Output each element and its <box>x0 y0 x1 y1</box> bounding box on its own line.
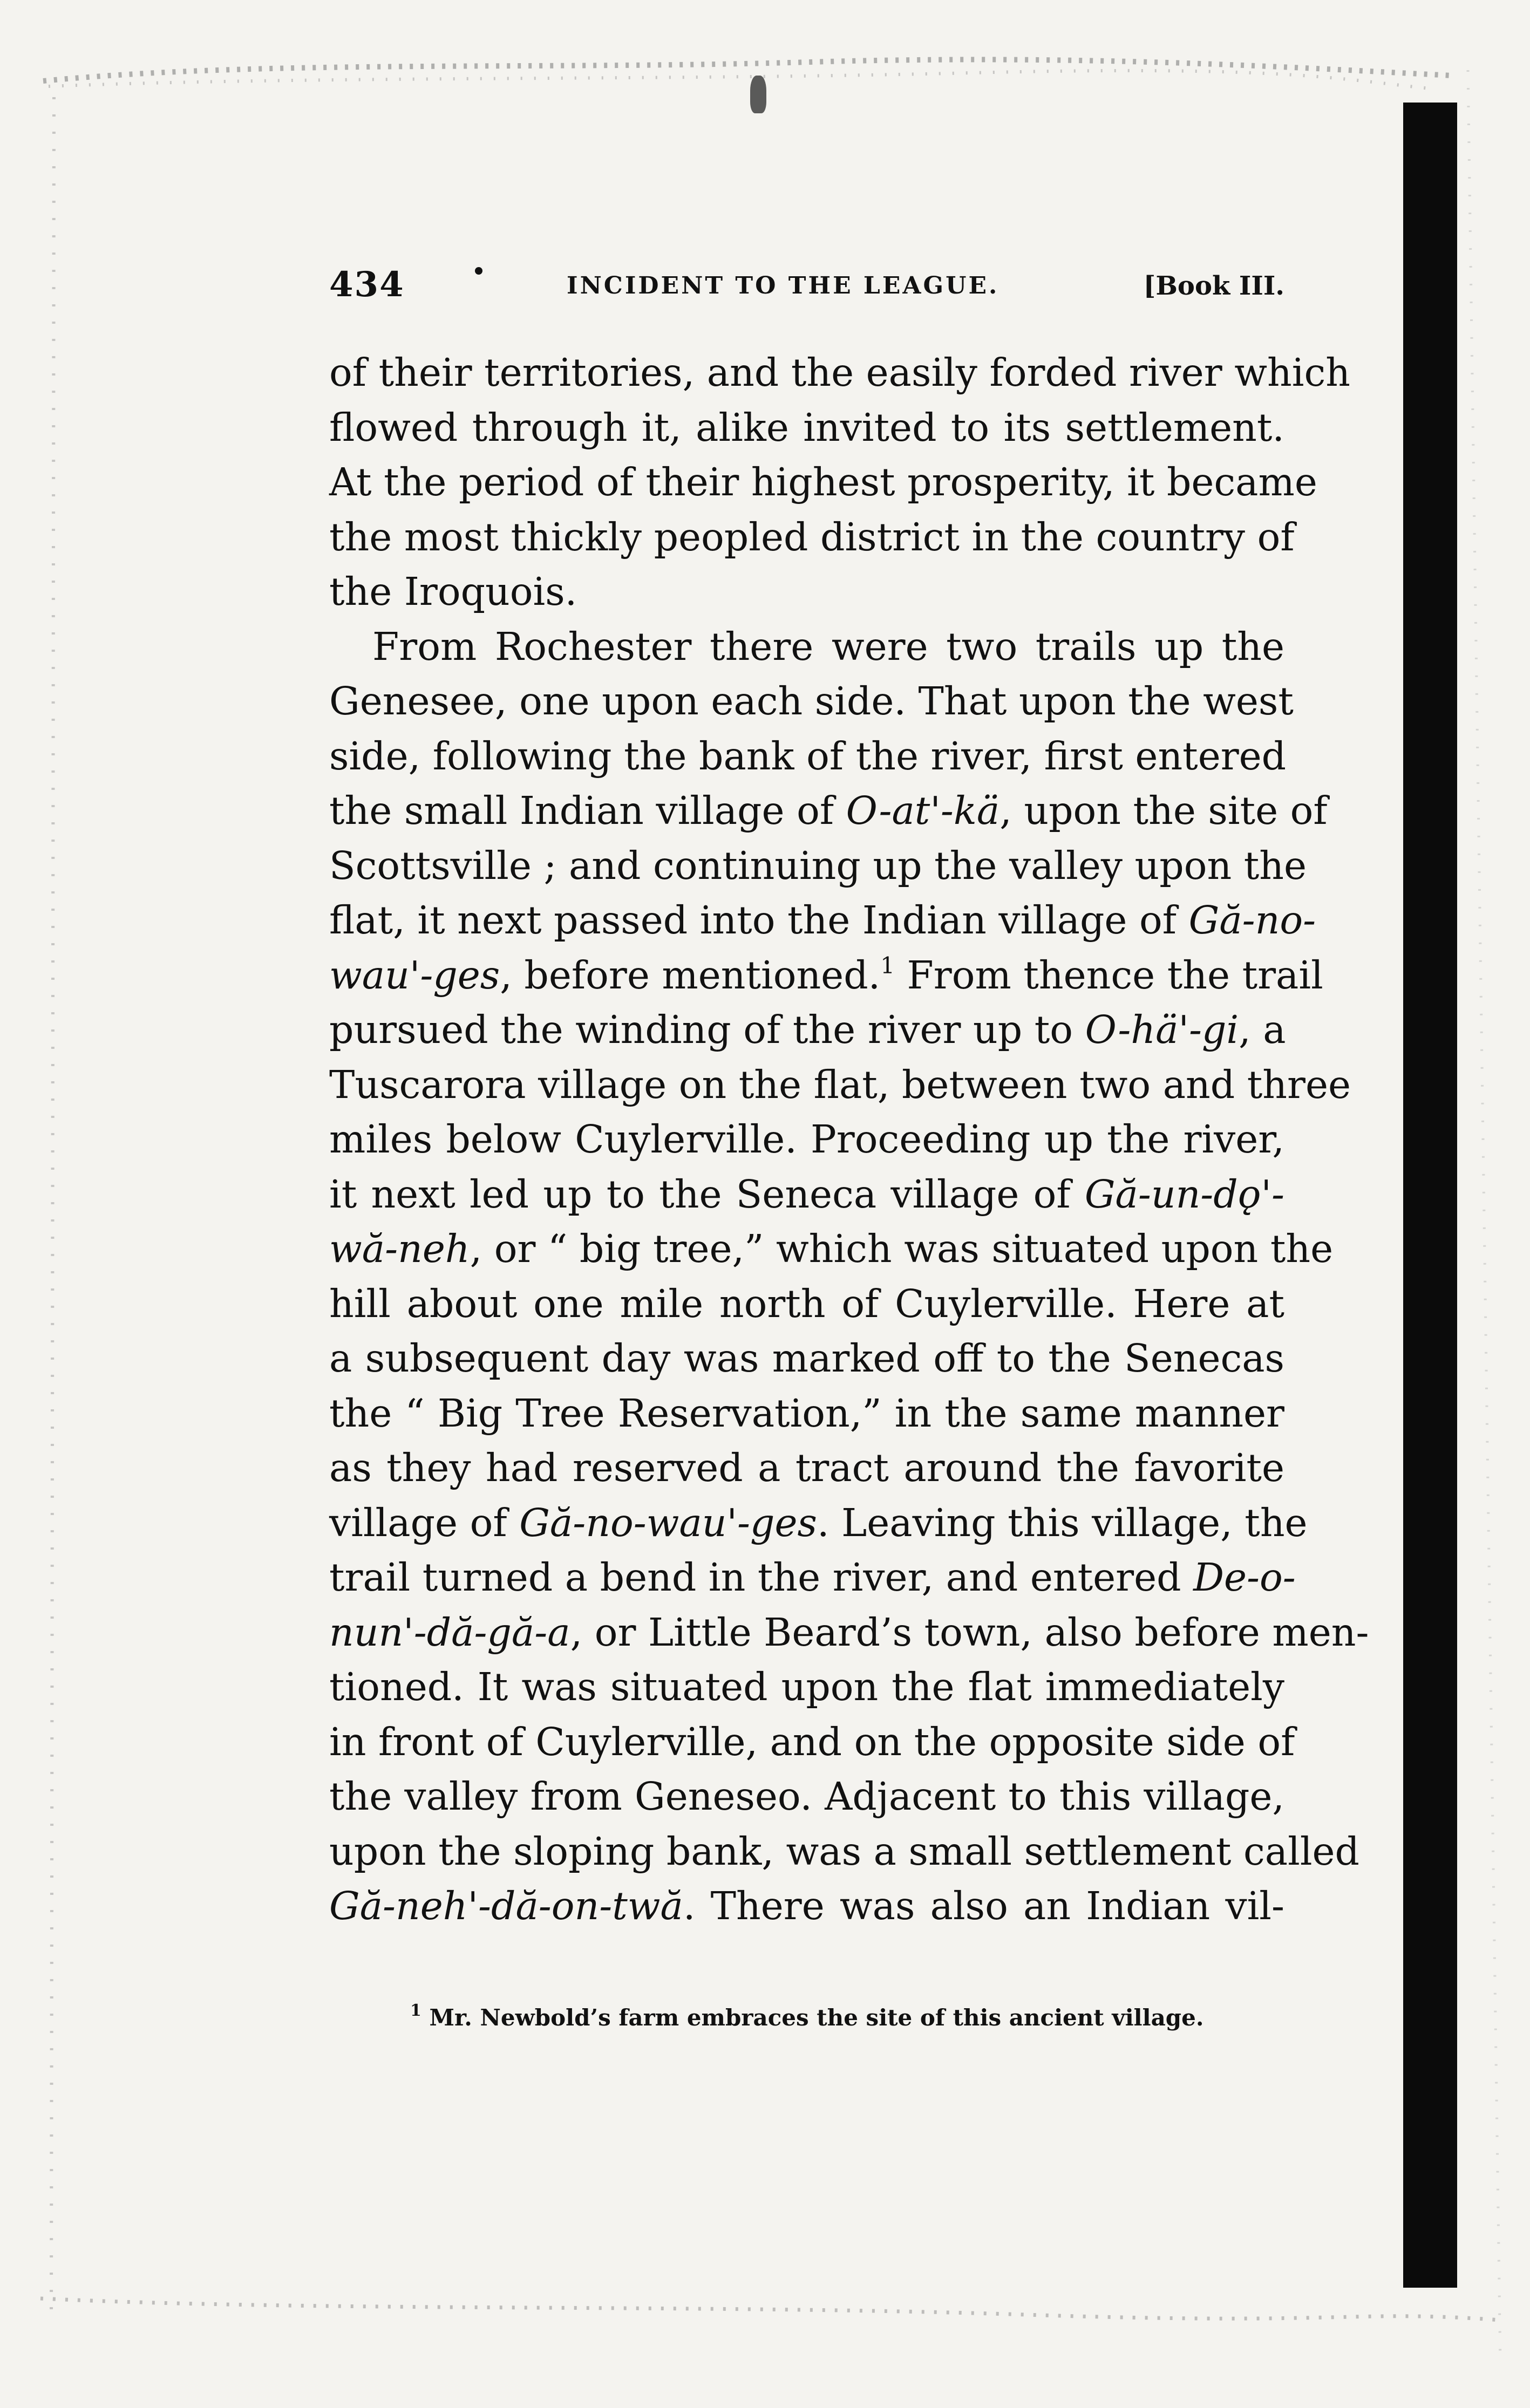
header-dot-mark <box>475 267 482 275</box>
indian-name: Gă-no- <box>1188 898 1316 943</box>
text-segment: it next led up to the Seneca village of <box>329 1171 1085 1217</box>
text-segment: , a <box>1239 1007 1286 1052</box>
text-segment: flat, it next passed into the Indian village of <box>329 898 1189 943</box>
text-segment: , before mentioned. <box>500 952 881 998</box>
text-segment: flowed through it, alike invited to its settlement. <box>329 405 1284 450</box>
text-line <box>329 1769 1284 1824</box>
text-line <box>329 1277 1284 1332</box>
text-segment: of their territories, and the easily forded river which <box>329 350 1350 395</box>
text-line <box>329 893 1316 948</box>
text-line <box>329 345 1350 400</box>
indian-name: nun'-dă-gă-a <box>329 1609 570 1655</box>
scan-dark-edge-bar <box>1403 103 1457 2288</box>
footnote-ref: 1 <box>880 952 895 979</box>
indian-name: Gă-no-wau'-ges <box>519 1500 817 1545</box>
footnote-marker: 1 <box>410 2001 421 2020</box>
footnote <box>410 2001 1284 2031</box>
text-segment: the valley from Geneseo. Adjacent to this village, <box>329 1774 1284 1819</box>
text-line <box>329 510 1295 565</box>
indian-name: Gă-un-dǫ'- <box>1084 1171 1284 1217</box>
indian-name: O-hä'-gi <box>1085 1007 1239 1052</box>
text-segment: a subsequent day was marked off to the Senecas <box>329 1336 1284 1381</box>
text-line <box>329 1441 1284 1496</box>
text-line <box>329 948 1323 1003</box>
text-line <box>329 1605 1369 1660</box>
text-line <box>329 1112 1284 1167</box>
text-segment: At the period of their highest prosperity, it became <box>329 460 1317 504</box>
text-segment: Tuscarora village on the flat, between two and three <box>329 1062 1351 1107</box>
ornament-mark <box>750 76 766 113</box>
body-text <box>329 345 1369 1934</box>
text-line <box>329 1222 1334 1277</box>
text-segment: Genesee, one upon each side. That upon the west <box>329 679 1294 724</box>
text-line <box>329 1058 1351 1113</box>
text-segment: in front of Cuylerville, and on the opposite side of <box>329 1719 1295 1764</box>
text-segment: From Rochester there were two trails up the <box>372 624 1284 669</box>
text-line <box>329 1550 1296 1605</box>
text-segment: pursued the winding of the river up to <box>329 1007 1085 1052</box>
text-segment: miles below Cuylerville. Proceeding up the river, <box>329 1117 1284 1162</box>
text-line <box>329 564 1284 619</box>
text-segment: . Leaving this village, the <box>817 1500 1308 1545</box>
text-segment: side, following the bank of the river, first entered <box>329 733 1287 779</box>
text-segment: trail turned a bend in the river, and entered <box>329 1555 1194 1600</box>
text-line <box>329 1167 1284 1222</box>
text-line <box>329 674 1294 729</box>
text-segment: hill about one mile north of Cuylerville. Here at <box>329 1281 1284 1326</box>
text-line <box>329 1002 1284 1058</box>
text-line <box>329 1715 1295 1770</box>
text-segment: the most thickly peopled district in the country of <box>329 514 1295 560</box>
text-line <box>329 1660 1284 1715</box>
text-line <box>329 1386 1284 1441</box>
text-segment: village of <box>329 1500 520 1545</box>
running-head: INCIDENT TO THE LEAGUE. <box>567 272 999 299</box>
text-line <box>329 455 1317 510</box>
text-line <box>329 1879 1284 1934</box>
page-number: 434 <box>329 264 405 305</box>
indian-name: O-at'-kä <box>846 788 1000 833</box>
text-segment: the Iroquois. <box>329 569 577 614</box>
footnote-text: Mr. Newbold’s farm embraces the site of this ancient village. <box>429 2004 1204 2031</box>
text-line <box>329 1496 1308 1551</box>
text-segment: as they had reserved a tract around the favorite <box>329 1445 1284 1490</box>
page-header <box>329 264 1284 324</box>
text-line <box>329 1331 1284 1386</box>
text-segment: , or “ big tree,” which was situated upon the <box>470 1226 1334 1271</box>
indian-name: Gă-neh'-dă-on-twă <box>329 1884 683 1928</box>
text-line <box>329 619 1284 674</box>
book-reference: [Book III. <box>1143 271 1284 301</box>
text-line <box>329 1824 1359 1879</box>
text-segment: the “ Big Tree Reservation,” in the same manner <box>329 1390 1284 1436</box>
text-segment: Scottsville ; and continuing up the valley upon the <box>329 843 1307 888</box>
text-segment: tioned. It was situated upon the flat immediately <box>329 1665 1284 1709</box>
text-line <box>329 729 1287 784</box>
text-segment: the small Indian village of <box>329 788 846 833</box>
text-segment: , or Little Beard’s town, also before men- <box>570 1609 1369 1655</box>
text-line <box>329 838 1307 893</box>
indian-name: De-o- <box>1193 1555 1296 1600</box>
text-line <box>329 783 1328 838</box>
indian-name: wau'-ges <box>329 952 500 998</box>
text-segment: upon the sloping bank, was a small settlement called <box>329 1829 1359 1874</box>
text-segment: . There was also an Indian vil- <box>683 1884 1284 1928</box>
text-line <box>329 400 1284 455</box>
text-segment: From thence the trail <box>894 952 1323 998</box>
indian-name: wă-neh <box>329 1226 470 1271</box>
text-segment: , upon the site of <box>999 788 1328 833</box>
